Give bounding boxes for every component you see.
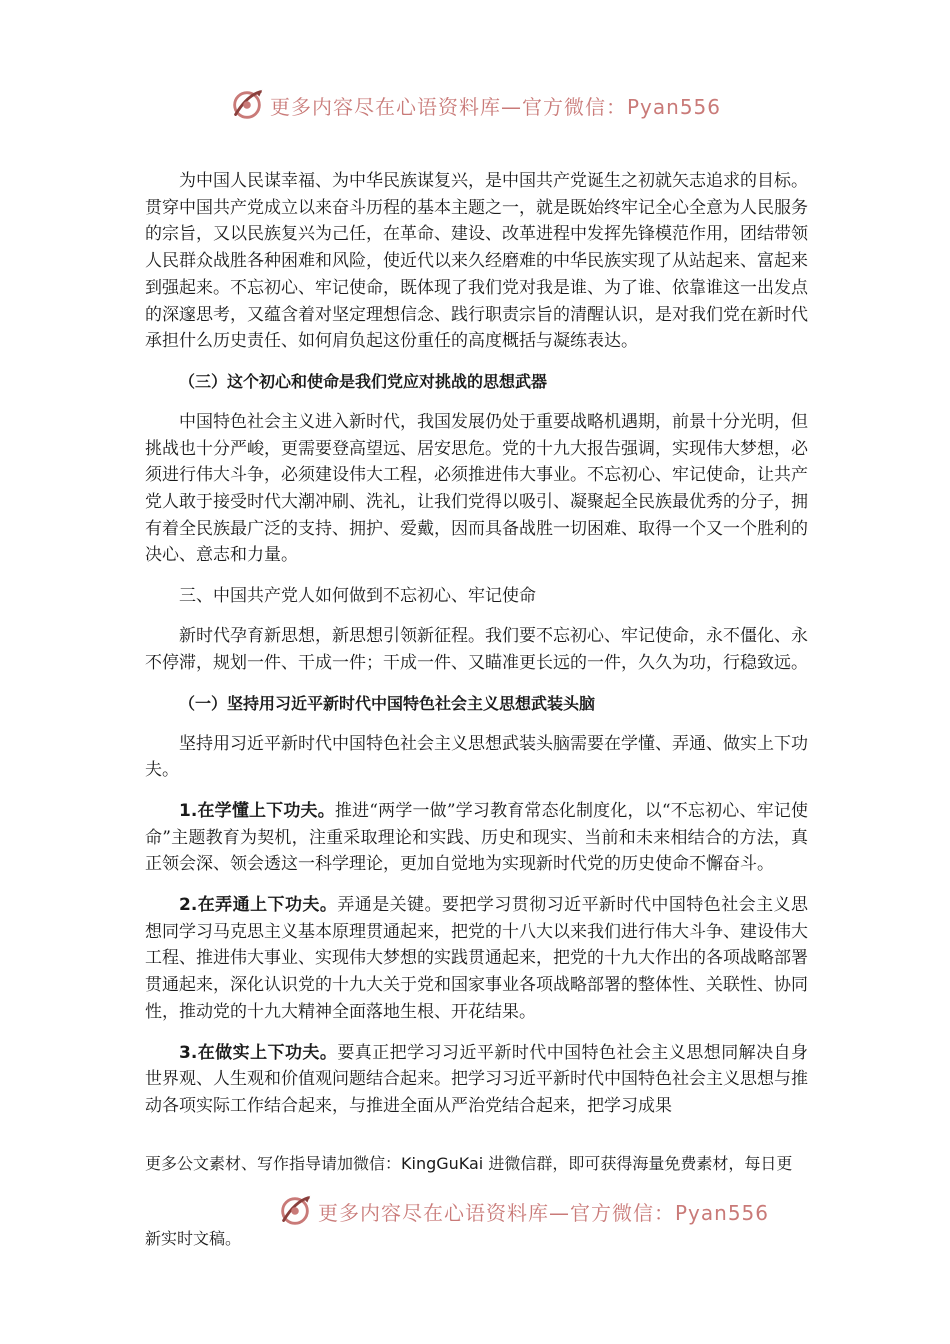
footer-note: 更多公文素材、写作指导请加微信：KingGuKai 进微信群，即可获得海量免费素材，每日更 bbox=[145, 1154, 793, 1173]
paragraph: 中国特色社会主义进入新时代，我国发展仍处于重要战略机遇期，前景十分光明，但挑战也十分严峻，更需要登高望远、居安思危。党的十九大报告强调，实现伟大梦想，必须进行伟大斗争，必须建设伟大工程，必须推进伟大事业。不忘初心、牢记使命，让共产党人敢于接受时代大潮冲刷、洗礼，让我们党得以吸引、凝聚起全民族最优秀的分子，拥有着全民族最广泛的支持、拥护、爱戴，因而具备战胜一切困难、取得一个又一个胜利的决心、意志和力量。 bbox=[145, 411, 808, 566]
paragraph: 坚持用习近平新时代中国特色社会主义思想武装头脑需要在学懂、弄通、做实上下功夫。 bbox=[145, 733, 808, 781]
section-heading: （三）这个初心和使命是我们党应对挑战的思想武器 bbox=[179, 371, 548, 391]
banner-text: 更多内容尽在心语资料库—官方微信：Pyan556 bbox=[270, 94, 722, 119]
footer-banner bbox=[276, 1186, 769, 1236]
paragraph-text: 推进“两学一做”学习教育常态化制度化，以“不忘初心、牢记使命”主题教育为契机，注重采取理论和实践、历史和现实、当前和未来相结合的方法，真正领会深、领会透这一科学理论，更加自觉地为实现新时代党的历史使命不懈奋斗。 bbox=[145, 800, 808, 875]
section-heading: （一）坚持用习近平新时代中国特色社会主义思想武装头脑 bbox=[179, 693, 596, 713]
paragraph-lead: 2.在弄通上下功夫。 bbox=[179, 895, 338, 916]
paragraph bbox=[145, 1040, 808, 1120]
pen-swirl-logo-icon bbox=[228, 86, 266, 124]
paragraph bbox=[145, 798, 808, 878]
header-banner bbox=[228, 80, 721, 130]
paragraph bbox=[145, 892, 808, 1026]
paragraph-lead: 1.在学懂上下功夫。 bbox=[179, 800, 335, 821]
footer-note-continued: 新实时文稿。 bbox=[145, 1229, 242, 1248]
pen-swirl-logo-icon bbox=[276, 1192, 314, 1230]
banner-text: 更多内容尽在心语资料库—官方微信：Pyan556 bbox=[318, 1200, 770, 1225]
paragraph-lead: 3.在做实上下功夫。 bbox=[179, 1042, 338, 1063]
paragraph-text: 要真正把学习习近平新时代中国特色社会主义思想同解决自身世界观、人生观和价值观问题结合起来。把学习习近平新时代中国特色社会主义思想与推动各项实际工作结合起来，与推进全面从严治党结合起来，把学习成果 bbox=[145, 1042, 808, 1116]
paragraph: 新时代孕育新思想，新思想引领新征程。我们要不忘初心、牢记使命，永不僵化、永不停滞，规划一件、干成一件；干成一件、又瞄准更长远的一件，久久为功，行稳致远。 bbox=[145, 626, 808, 673]
paragraph-text: 弄通是关键。要把学习贯彻习近平新时代中国特色社会主义思想同学习马克思主义基本原理贯通起来，把党的十八大以来我们进行伟大斗争、建设伟大工程、推进伟大事业、实现伟大梦想的实践贯通起来，把党的十九大作出的各项战略部署贯通起来，深化认识党的十九大关于党和国家事业各项战略部署的整体性、关联性、协同性，推动党的十九大精神全面落地生根、开花结果。 bbox=[145, 895, 808, 1022]
section-heading: 三、中国共产党人如何做到不忘初心、牢记使命 bbox=[179, 586, 536, 607]
document-body bbox=[145, 168, 808, 1120]
paragraph: 为中国人民谋幸福、为中华民族谋复兴，是中国共产党诞生之初就矢志追求的目标。贯穿中国共产党成立以来奋斗历程的基本主题之一，就是既始终牢记全心全意为人民服务的宗旨，又以民族复兴为己任，在革命、建设、改革进程中发挥先锋模范作用，团结带领人民群众战胜各种困难和风险，使近代以来久经磨难的中华民族实现了从站起来、富起来到强起来。不忘初心、牢记使命，既体现了我们党对我是谁、为了谁、依靠谁这一出发点的深邃思考，又蕴含着对坚定理想信念、践行职责宗旨的清醒认识，是对我们党在新时代承担什么历史责任、如何肩负起这份重任的高度概括与凝练表达。 bbox=[145, 171, 808, 352]
